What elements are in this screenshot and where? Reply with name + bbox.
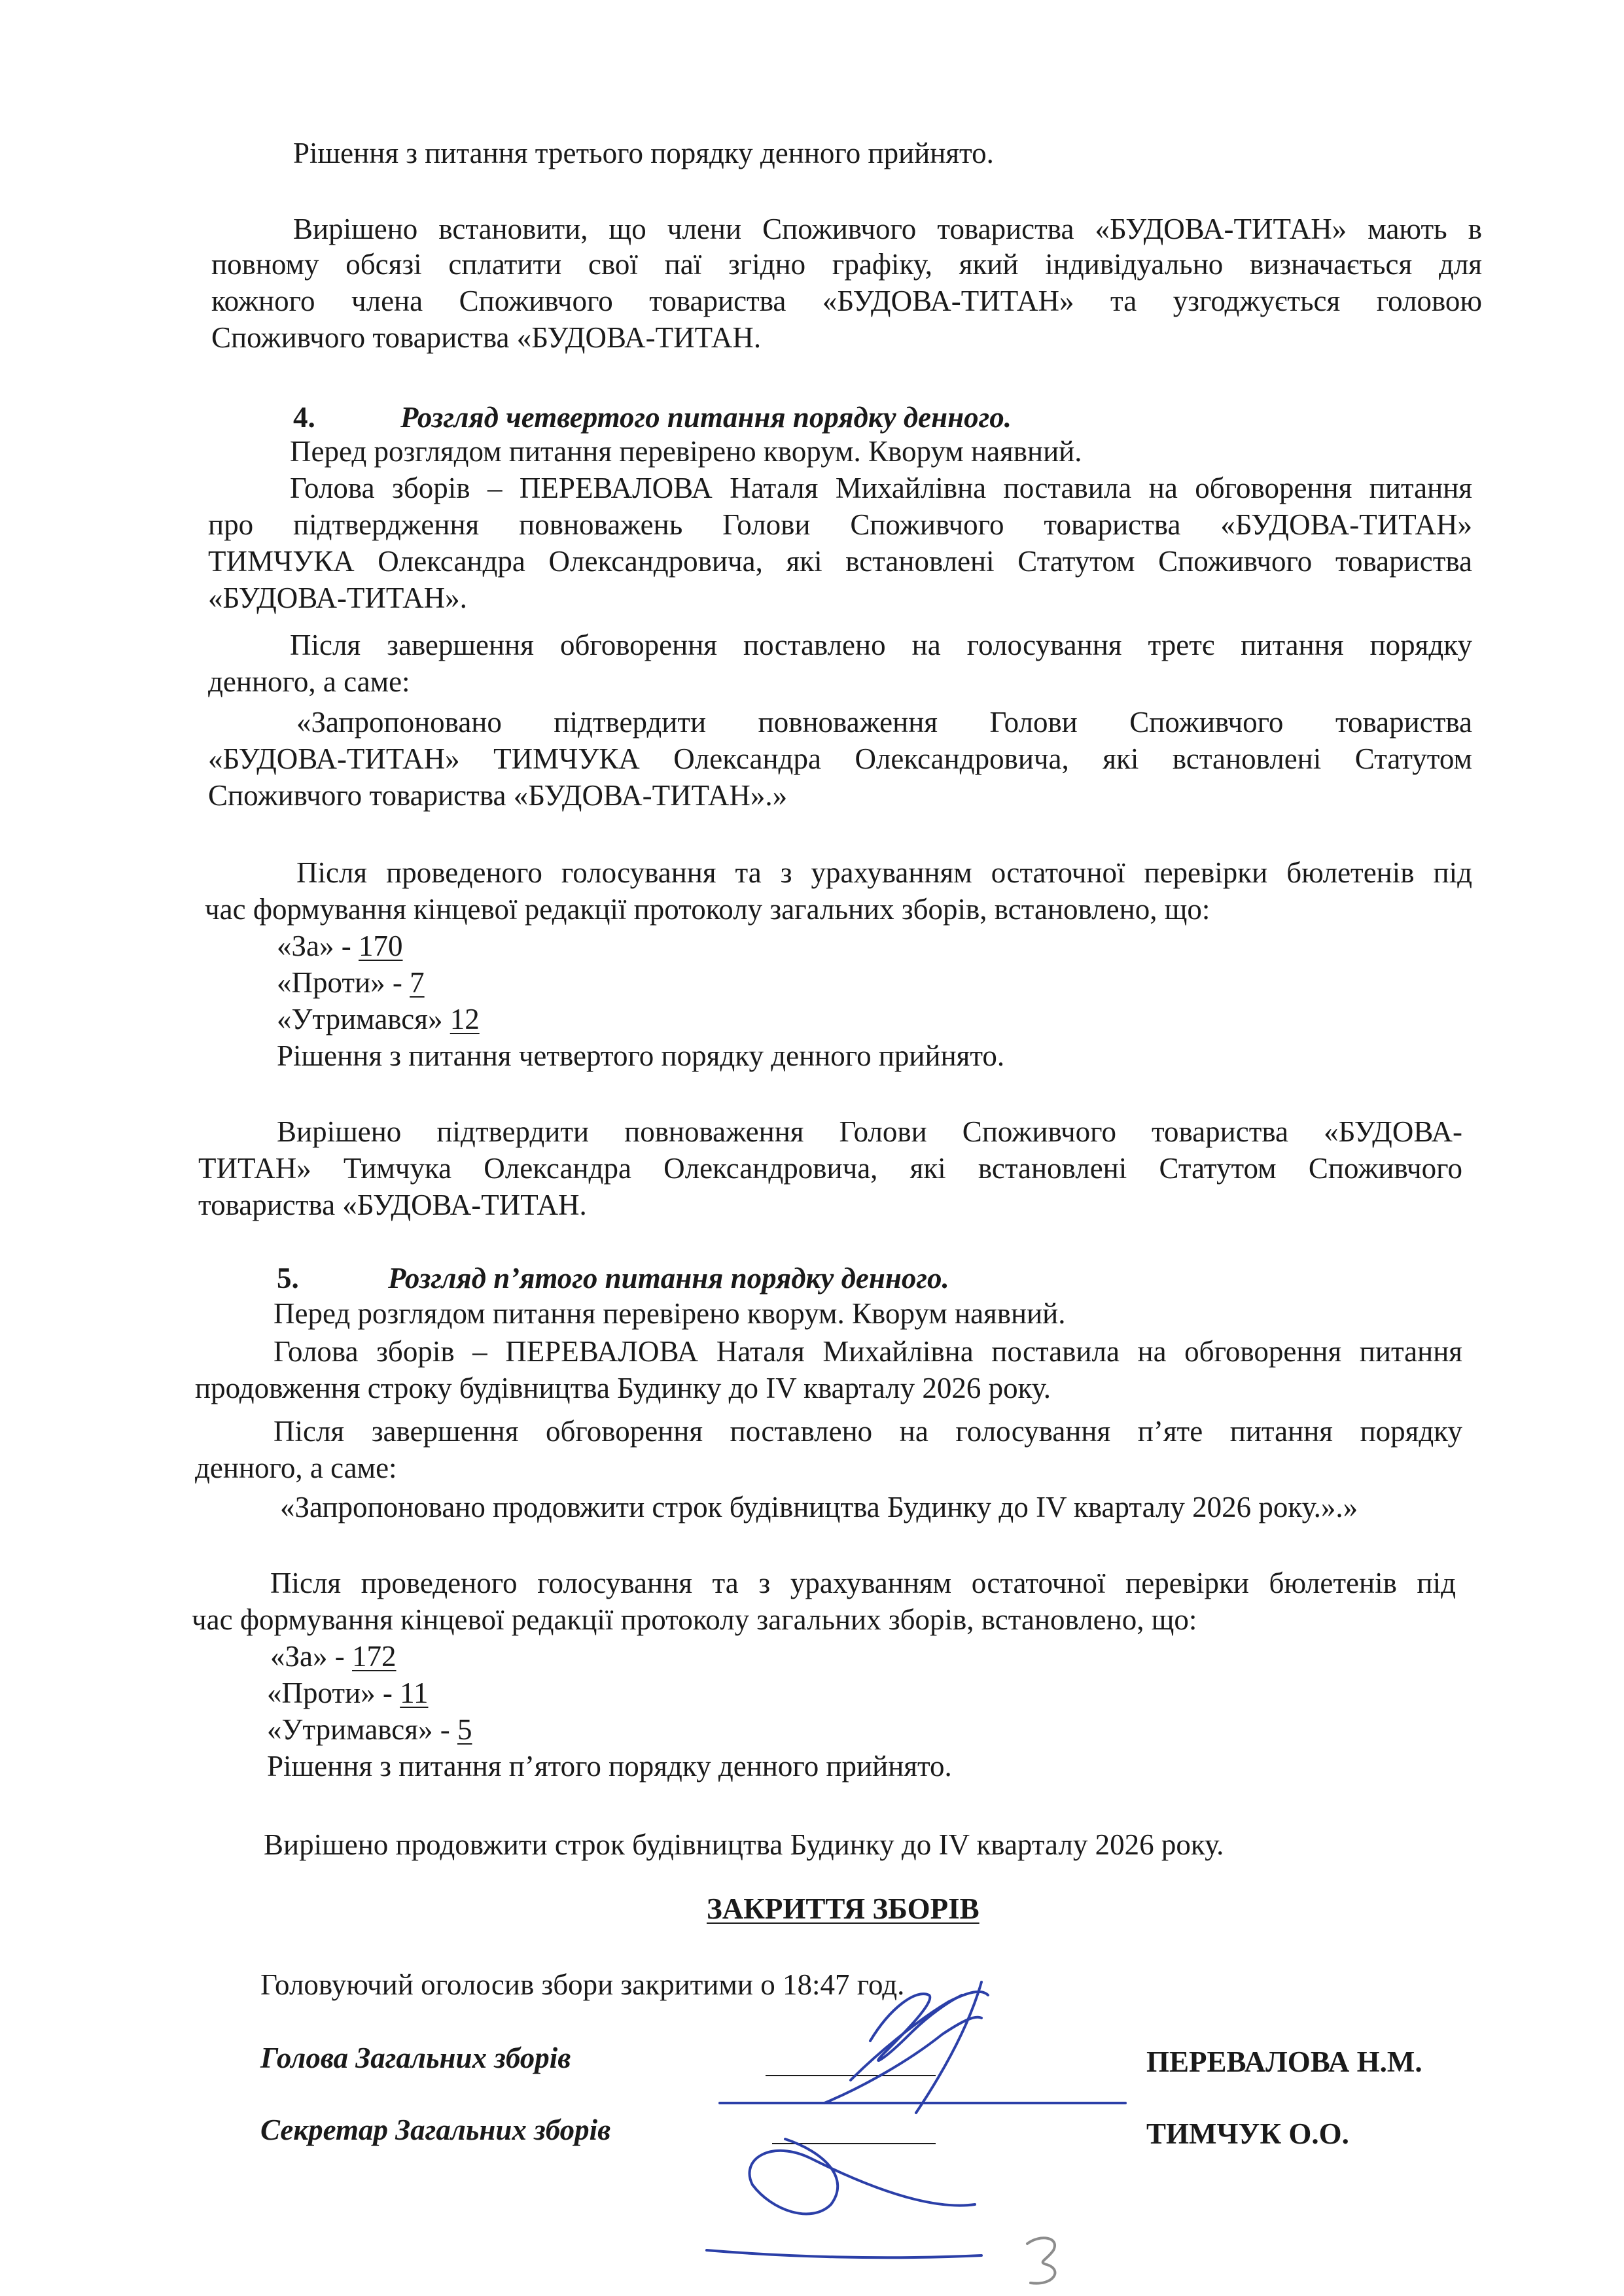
voting-line: час формування кінцевої редакції протоколу загальних зборів, встановлено, що:: [205, 893, 1210, 926]
section-number: 4.: [293, 401, 315, 434]
paragraph-line: ТИТАН» Тимчука Олександра Олександровича, які встановлені Статутом Споживчого: [198, 1152, 1462, 1185]
paragraph-line: денного, а саме:: [195, 1452, 397, 1484]
resolution-fifth-item: Вирішено продовжити строк будівництва Будинку до IV кварталу 2026 року.: [264, 1828, 1224, 1861]
section-title: Розгляд четвертого питання порядку денного.: [400, 401, 1012, 434]
vote-abstain: «Утримався» - 5: [267, 1713, 472, 1746]
paragraph-line: товариства «БУДОВА-ТИТАН.: [198, 1189, 587, 1221]
paragraph-line: Після завершення обговорення поставлено на голосування третє питання порядку: [290, 629, 1472, 661]
paragraph-line: Вирішено підтвердити повноваження Голови Споживчого товариства «БУДОВА-: [277, 1115, 1462, 1148]
vote-for: «За» - 170: [277, 930, 403, 962]
paragraph-line: ТИМЧУКА Олександра Олександровича, які встановлені Статутом Споживчого товариства: [208, 545, 1472, 578]
paragraph-line: про підтвердження повноважень Голови Споживчого товариства «БУДОВА-ТИТАН»: [208, 508, 1472, 541]
closing-heading: ЗАКРИТТЯ ЗБОРІВ: [707, 1892, 980, 1925]
vote-abstain-count: 5: [457, 1713, 472, 1746]
quorum-check: Перед розглядом питання перевірено кворум. Кворум наявний.: [290, 435, 1082, 468]
secretary-role: Секретар Загальних зборів: [260, 2113, 611, 2146]
section-number: 5.: [277, 1262, 299, 1295]
decision-third-item: Рішення з питання третього порядку денного прийнято.: [293, 137, 994, 169]
chair-name: ПЕРЕВАЛОВА Н.М.: [1146, 2045, 1422, 2078]
section-title: Розгляд п’ятого питання порядку денного.: [388, 1262, 949, 1295]
decision-fourth-item: Рішення з питання четвертого порядку денного прийнято.: [277, 1039, 1005, 1072]
page-number: [1060, 2250, 1061, 2287]
vote-against: «Проти» - 11: [267, 1677, 429, 1709]
paragraph-line: Голова зборів – ПЕРЕВАЛОВА Наталя Михайлівна поставила на обговорення питання: [290, 472, 1472, 504]
secretary-name: ТИМЧУК О.О.: [1146, 2117, 1349, 2150]
vote-abstain: «Утримався» 12: [277, 1003, 480, 1035]
vote-for-count: 170: [359, 930, 403, 962]
proposal-line: Споживчого товариства «БУДОВА-ТИТАН».»: [208, 779, 788, 812]
vote-for: «За» - 172: [270, 1640, 397, 1673]
chair-role: Голова Загальних зборів: [260, 2042, 571, 2074]
quorum-check: Перед розглядом питання перевірено кворум. Кворум наявний.: [274, 1297, 1066, 1330]
paragraph-line: Вирішено встановити, що члени Споживчого товариства «БУДОВА-ТИТАН» мають в: [293, 213, 1482, 245]
paragraph-line: повному обсязі сплатити свої паї згідно графіку, який індивідуально визначається для: [211, 248, 1482, 281]
vote-against: «Проти» - 7: [277, 966, 425, 999]
paragraph-line: денного, а саме:: [208, 665, 410, 698]
voting-line: Після проведеного голосування та з урахуванням остаточної перевірки бюлетенів під: [296, 856, 1472, 889]
page-number-mark: [1027, 2238, 1055, 2283]
paragraph-line: Споживчого товариства «БУДОВА-ТИТАН.: [211, 321, 762, 354]
vote-abstain-count: 12: [450, 1003, 480, 1035]
paragraph-line: «БУДОВА-ТИТАН».: [208, 582, 467, 614]
voting-line: час формування кінцевої редакції протоколу загальних зборів, встановлено, що:: [192, 1603, 1197, 1636]
voting-line: Після проведеного голосування та з урахуванням остаточної перевірки бюлетенів під: [270, 1567, 1456, 1599]
proposal-line: «БУДОВА-ТИТАН» ТИМЧУКА Олександра Олександровича, які встановлені Статутом: [208, 742, 1472, 775]
vote-for-count: 172: [352, 1640, 397, 1673]
closing-text: Головуючий оголосив збори закритими о 18:47 год.: [260, 1968, 905, 2001]
proposal-line: «Запропоновано продовжити строк будівництва Будинку до IV кварталу 2026 року.».»: [280, 1491, 1358, 1523]
vote-against-count: 11: [400, 1677, 429, 1709]
vote-against-count: 7: [410, 966, 425, 999]
paragraph-line: кожного члена Споживчого товариства «БУДОВА-ТИТАН» та узгоджується головою: [211, 285, 1482, 317]
proposal-line: «Запропоновано підтвердити повноваження Голови Споживчого товариства: [296, 706, 1472, 739]
paragraph-line: Голова зборів – ПЕРЕВАЛОВА Наталя Михайлівна поставила на обговорення питання: [274, 1335, 1462, 1368]
decision-fifth-item: Рішення з питання п’ятого порядку денного прийнято.: [267, 1750, 952, 1783]
paragraph-line: продовження строку будівництва Будинку до IV кварталу 2026 року.: [195, 1372, 1051, 1404]
paragraph-line: Після завершення обговорення поставлено на голосування п’яте питання порядку: [274, 1415, 1462, 1448]
